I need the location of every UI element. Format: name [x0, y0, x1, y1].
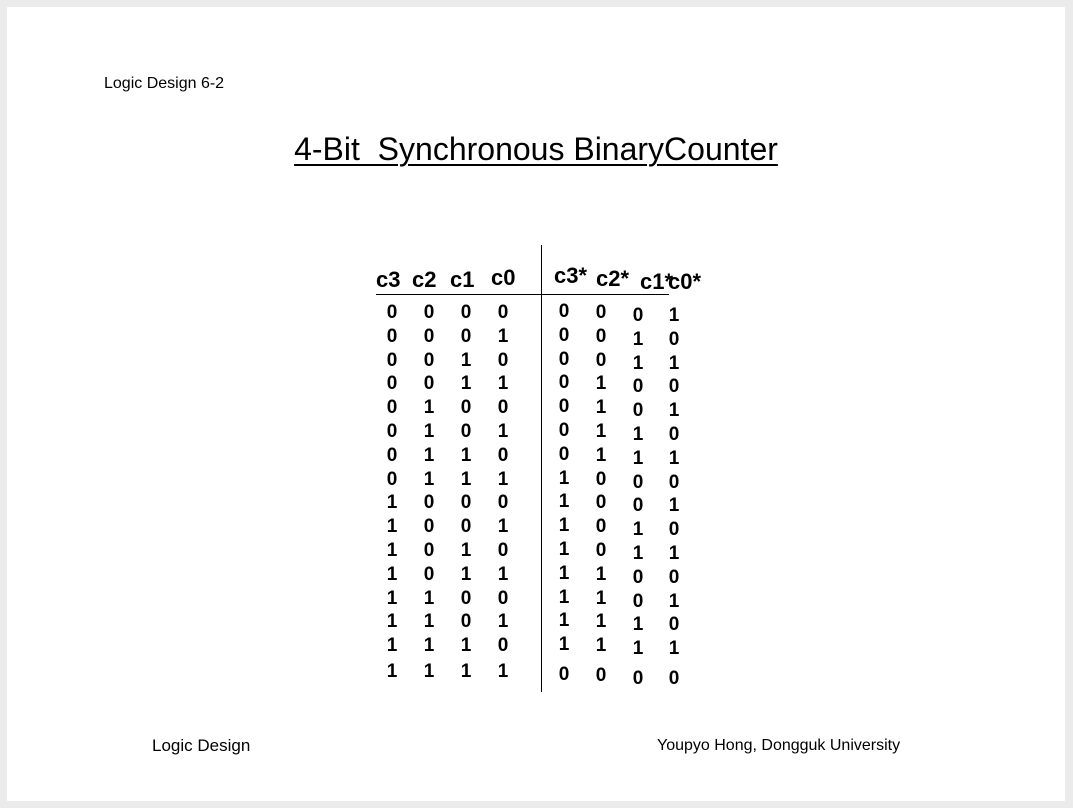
- next-cell: 0: [558, 443, 570, 465]
- present-cell: 1: [386, 516, 398, 538]
- next-cell: 1: [668, 447, 680, 469]
- next-cell: 0: [668, 614, 680, 636]
- present-cell: 0: [497, 444, 509, 466]
- next-cell: 1: [558, 562, 570, 584]
- present-cell: 1: [386, 540, 398, 561]
- next-cell: 1: [595, 563, 607, 585]
- present-cell: 0: [423, 540, 435, 561]
- present-cell: 0: [386, 373, 398, 395]
- present-cell: 0: [460, 397, 472, 419]
- present-cell: 0: [460, 325, 472, 347]
- present-cell: 1: [460, 563, 472, 585]
- next-cell: 0: [632, 305, 644, 326]
- next-cell: 0: [595, 325, 607, 347]
- present-cell: 0: [386, 444, 398, 466]
- present-cell: 0: [423, 492, 435, 514]
- footer-right: Youpyo Hong, Dongguk University: [657, 737, 901, 754]
- next-cell: 0: [668, 376, 680, 398]
- next-cell: 1: [558, 467, 570, 489]
- present-cell: 0: [386, 302, 398, 323]
- present-cell: 1: [386, 635, 398, 657]
- next-cell: 0: [632, 590, 644, 612]
- present-cell: 1: [460, 444, 472, 466]
- present-cell: 1: [423, 611, 435, 633]
- next-cell: 0: [668, 328, 680, 350]
- next-cell: 0: [558, 420, 570, 441]
- next-cell: 1: [558, 610, 570, 632]
- next-cell: 0: [558, 301, 570, 322]
- present-cell: 0: [460, 516, 472, 538]
- present-cell: 1: [497, 563, 509, 585]
- next-cell: 0: [632, 668, 644, 689]
- next-cell: 1: [632, 352, 644, 374]
- present-cell: 0: [460, 587, 472, 609]
- present-cell: 1: [423, 421, 435, 442]
- next-cell: 1: [595, 611, 607, 633]
- present-header-c0: c0: [491, 265, 516, 290]
- next-cell: 1: [632, 614, 644, 636]
- next-cell: 1: [632, 328, 644, 350]
- next-cell: 1: [558, 491, 570, 513]
- next-cell: 0: [632, 566, 644, 588]
- next-cell: 0: [668, 519, 680, 541]
- next-cell: 0: [558, 348, 570, 370]
- next-cell: 0: [668, 471, 680, 493]
- present-cell: 0: [386, 397, 398, 419]
- state-table: [7, 7, 1065, 801]
- present-cell: 1: [460, 468, 472, 490]
- next-cell: 0: [632, 400, 644, 422]
- next-cell: 1: [595, 635, 607, 657]
- table-divider-vertical: [541, 245, 542, 692]
- present-cell: 1: [423, 397, 435, 419]
- next-cell: 1: [595, 444, 607, 466]
- next-cell: 1: [595, 397, 607, 419]
- present-cell: 1: [423, 468, 435, 490]
- present-cell: 0: [423, 325, 435, 347]
- present-cell: 0: [460, 421, 472, 442]
- next-cell: 0: [595, 492, 607, 514]
- present-cell: 0: [423, 563, 435, 585]
- next-cell: 0: [668, 424, 680, 445]
- present-cell: 0: [423, 302, 435, 323]
- present-cell: 1: [497, 421, 509, 442]
- next-cell: 1: [668, 638, 680, 660]
- present-cell: 0: [386, 325, 398, 347]
- next-cell: 0: [668, 668, 680, 689]
- present-header-c2: c2: [412, 267, 437, 292]
- next-cell: 1: [558, 539, 570, 560]
- next-cell: 1: [668, 543, 680, 564]
- present-cell: 1: [497, 661, 509, 682]
- present-cell: 0: [460, 492, 472, 514]
- next-cell: 0: [558, 396, 570, 418]
- next-cell: 0: [595, 468, 607, 490]
- present-cell: 1: [460, 540, 472, 561]
- present-cell: 1: [460, 635, 472, 657]
- next-cell: 1: [632, 543, 644, 564]
- next-cell: 1: [558, 634, 570, 656]
- present-cell: 1: [386, 587, 398, 609]
- next-cell: 1: [595, 373, 607, 395]
- next-cell: 0: [668, 566, 680, 588]
- footer-left: Logic Design: [152, 736, 251, 755]
- present-cell: 0: [460, 302, 472, 323]
- present-cell: 1: [497, 611, 509, 633]
- next-header-c0-star: c0*: [668, 269, 702, 294]
- present-cell: 0: [497, 397, 509, 419]
- next-cell: 0: [558, 372, 570, 394]
- present-cell: 1: [460, 349, 472, 371]
- next-cell: 1: [595, 587, 607, 609]
- next-header-c1-star: c1*: [640, 269, 674, 294]
- present-cell: 1: [423, 587, 435, 609]
- present-cell: 0: [386, 349, 398, 371]
- next-header-c2-star: c2*: [596, 266, 630, 291]
- next-cell: 1: [632, 638, 644, 660]
- present-cell: 0: [497, 540, 509, 561]
- next-cell: 1: [595, 421, 607, 442]
- present-header-c3: c3: [376, 267, 401, 292]
- next-header-c3-star: c3*: [554, 263, 588, 288]
- next-cell: 1: [558, 515, 570, 537]
- slide-title: 4-Bit Synchronous BinaryCounter: [294, 131, 778, 167]
- next-cell: 1: [632, 519, 644, 541]
- next-cell: 0: [558, 664, 570, 685]
- present-cell: 1: [423, 661, 435, 682]
- present-cell: 0: [497, 492, 509, 514]
- next-cell: 1: [668, 305, 680, 326]
- present-cell: 0: [386, 468, 398, 490]
- next-cell: 0: [595, 665, 607, 686]
- present-cell: 1: [497, 325, 509, 347]
- next-cell: 0: [632, 495, 644, 517]
- next-cell: 0: [632, 376, 644, 398]
- present-cell: 1: [497, 468, 509, 490]
- present-cell: 0: [423, 349, 435, 371]
- next-cell: 0: [595, 540, 607, 561]
- present-cell: 1: [386, 611, 398, 633]
- next-cell: 0: [558, 324, 570, 346]
- present-cell: 0: [497, 302, 509, 323]
- present-cell: 1: [386, 563, 398, 585]
- present-cell: 0: [386, 421, 398, 442]
- slide: [7, 7, 1065, 801]
- present-cell: 1: [423, 444, 435, 466]
- next-cell: 0: [595, 516, 607, 538]
- present-cell: 0: [497, 635, 509, 657]
- present-cell: 0: [460, 611, 472, 633]
- next-cell: 1: [558, 586, 570, 608]
- next-cell: 0: [632, 471, 644, 493]
- present-cell: 1: [460, 661, 472, 682]
- table-divider-horizontal: [376, 294, 669, 295]
- next-cell: 1: [668, 590, 680, 612]
- present-cell: 1: [497, 373, 509, 395]
- present-cell: 0: [423, 373, 435, 395]
- header-label: Logic Design 6-2: [104, 75, 225, 92]
- next-cell: 1: [632, 424, 644, 445]
- next-cell: 0: [595, 349, 607, 371]
- next-cell: 1: [668, 400, 680, 422]
- present-cell: 0: [497, 349, 509, 371]
- present-cell: 1: [386, 492, 398, 514]
- present-cell: 1: [460, 373, 472, 395]
- present-cell: 1: [386, 661, 398, 682]
- present-cell: 1: [423, 635, 435, 657]
- next-cell: 0: [595, 302, 607, 323]
- next-cell: 1: [668, 352, 680, 374]
- next-cell: 1: [668, 495, 680, 517]
- next-cell: 1: [632, 447, 644, 469]
- present-header-c1: c1: [450, 267, 475, 292]
- present-cell: 1: [497, 516, 509, 538]
- present-cell: 0: [423, 516, 435, 538]
- present-cell: 0: [497, 587, 509, 609]
